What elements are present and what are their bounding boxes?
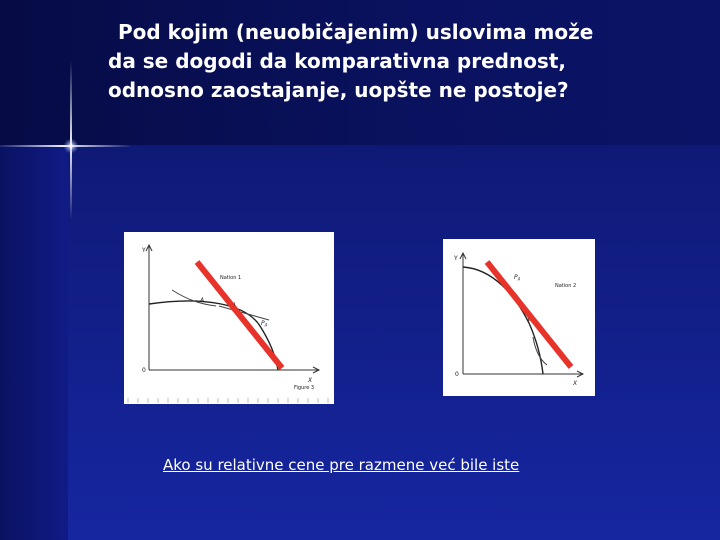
figure-2-diagram xyxy=(443,239,595,396)
price-label: $P_A$ xyxy=(514,274,521,282)
x-axis-label: X xyxy=(573,380,578,387)
origin-label: 0 xyxy=(142,367,146,374)
slide-title xyxy=(108,18,648,105)
y-axis-label: Y xyxy=(142,247,146,254)
left-strip xyxy=(0,145,68,540)
figure-1-diagram xyxy=(124,232,334,404)
figure-number-label: Figure 3 xyxy=(294,385,315,391)
point-a-label: A xyxy=(200,297,205,304)
indifference-curve-1 xyxy=(172,290,216,306)
x-axis-label: X xyxy=(308,377,313,384)
nation-label: Nation 2 xyxy=(555,283,577,289)
caption-link[interactable]: Ako su relativne cene pre razmene već bile iste xyxy=(163,456,520,474)
light-flare-core xyxy=(63,139,79,153)
price-label: $P_A$ xyxy=(261,320,268,328)
indifference-curve-2 xyxy=(533,337,547,365)
figure-nation-1 xyxy=(124,232,334,404)
nation-label: Nation 1 xyxy=(220,275,242,281)
y-axis-label: Y xyxy=(454,255,458,262)
figure-nation-2 xyxy=(443,239,595,396)
price-line-2 xyxy=(487,262,571,367)
point-i-label: I xyxy=(234,302,236,308)
title-line-2: da se dogodi da komparativna prednost, xyxy=(108,49,566,73)
title-line-1: Pod kojim (neuobičajenim) uslovima može xyxy=(118,20,594,44)
title-line-3: odnosno zaostajanje, uopšte ne postoje? xyxy=(108,78,569,102)
origin-label: 0 xyxy=(455,371,459,378)
bottom-tick-marks xyxy=(128,398,328,403)
